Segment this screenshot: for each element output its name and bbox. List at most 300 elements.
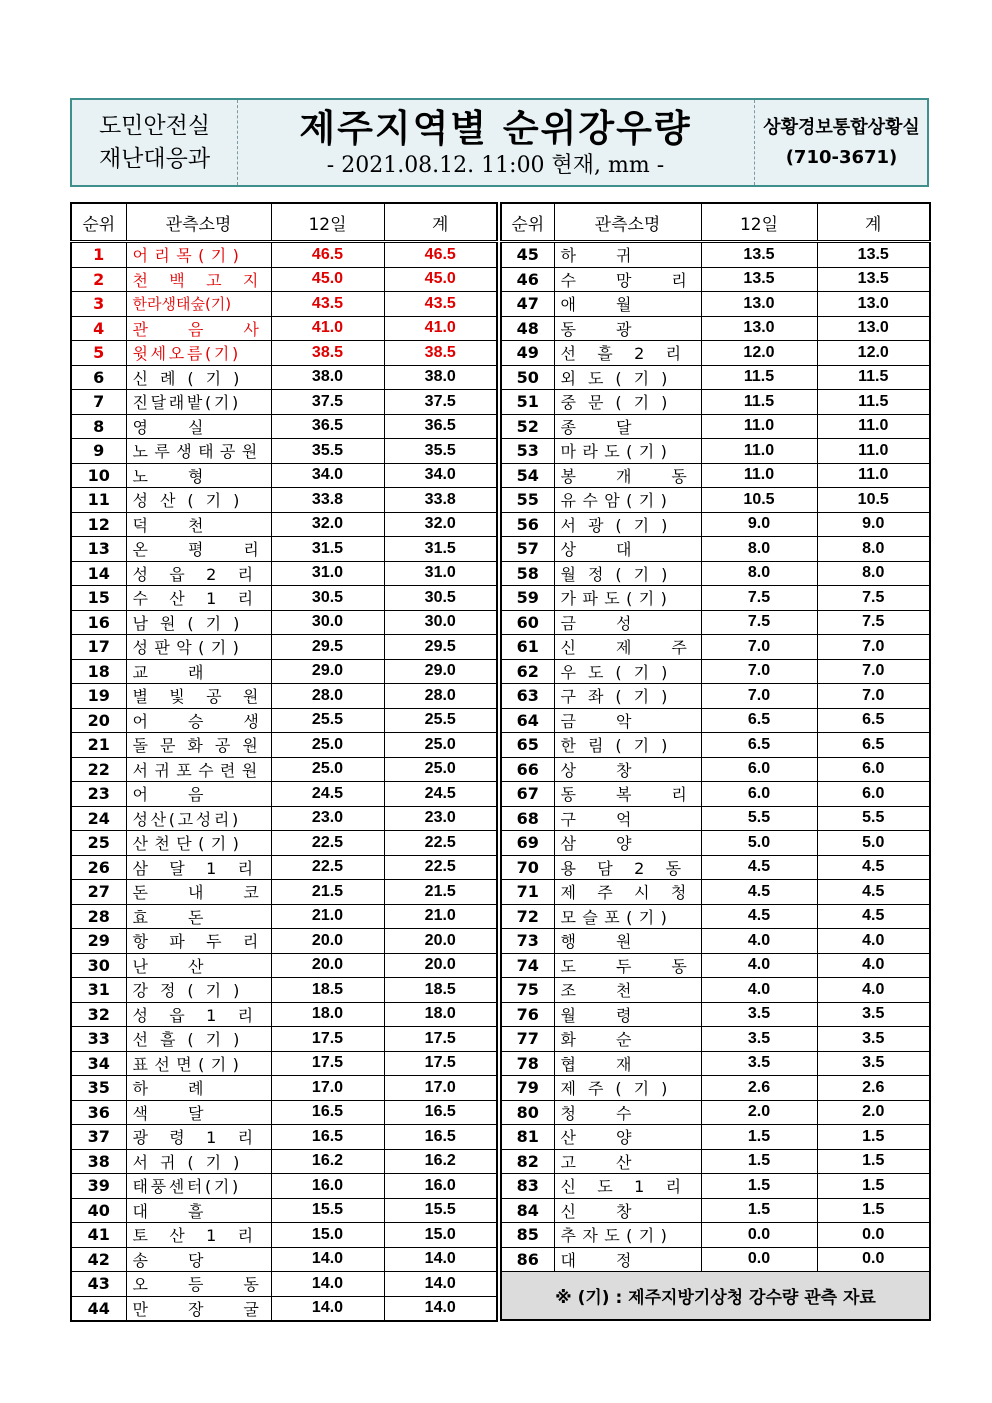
rank-cell: 17 — [71, 635, 126, 660]
table-row — [501, 561, 930, 586]
station-name-cell: 어음 — [126, 782, 271, 807]
station-name-cell: 상대 — [554, 537, 701, 562]
table-row — [501, 414, 930, 439]
day-rainfall-cell: 9.0 — [701, 512, 817, 537]
station-name-cell: 남원(기) — [126, 610, 271, 635]
rank-cell: 62 — [501, 659, 554, 684]
day-rainfall-cell: 30.5 — [271, 586, 384, 611]
total-rainfall-cell: 17.5 — [384, 1027, 497, 1052]
column-header-rank: 순위 — [71, 203, 126, 242]
day-rainfall-cell: 12.0 — [701, 341, 817, 366]
total-rainfall-cell: 18.0 — [384, 1002, 497, 1027]
day-rainfall-cell: 13.0 — [701, 316, 817, 341]
total-rainfall-cell: 17.0 — [384, 1076, 497, 1101]
table-row — [501, 1174, 930, 1199]
day-rainfall-cell: 38.5 — [271, 341, 384, 366]
table-row — [501, 463, 930, 488]
rank-cell: 74 — [501, 953, 554, 978]
table-row — [71, 1002, 497, 1027]
total-rainfall-cell: 4.5 — [817, 904, 930, 929]
rank-cell: 4 — [71, 316, 126, 341]
table-row — [71, 659, 497, 684]
rank-cell: 35 — [71, 1076, 126, 1101]
column-header-day: 12일 — [701, 203, 817, 242]
total-rainfall-cell: 29.0 — [384, 659, 497, 684]
day-rainfall-cell: 7.0 — [701, 635, 817, 660]
table-row — [501, 586, 930, 611]
rank-cell: 79 — [501, 1076, 554, 1101]
rank-cell: 55 — [501, 488, 554, 513]
total-rainfall-cell: 14.0 — [384, 1272, 497, 1297]
day-rainfall-cell: 16.0 — [271, 1174, 384, 1199]
station-name-cell: 외도(기) — [554, 365, 701, 390]
station-name-cell: 성판악(기) — [126, 635, 271, 660]
day-rainfall-cell: 16.5 — [271, 1125, 384, 1150]
rank-cell: 69 — [501, 831, 554, 856]
footnote-row — [501, 1272, 930, 1321]
total-rainfall-cell: 4.0 — [817, 978, 930, 1003]
table-row — [71, 1076, 497, 1101]
day-rainfall-cell: 25.5 — [271, 708, 384, 733]
rank-cell: 26 — [71, 855, 126, 880]
rank-cell: 38 — [71, 1149, 126, 1174]
column-header-rank: 순위 — [501, 203, 554, 242]
station-name-cell: 천백고지 — [126, 267, 271, 292]
rank-cell: 3 — [71, 292, 126, 317]
table-row — [71, 488, 497, 513]
total-rainfall-cell: 3.5 — [817, 1051, 930, 1076]
station-name-cell: 하귀 — [554, 242, 701, 268]
table-row — [71, 267, 497, 292]
total-rainfall-cell: 33.8 — [384, 488, 497, 513]
table-row — [501, 929, 930, 954]
station-name-cell: 신례(기) — [126, 365, 271, 390]
table-row — [501, 1198, 930, 1223]
station-name-cell: 교래 — [126, 659, 271, 684]
total-rainfall-cell: 1.5 — [817, 1174, 930, 1199]
station-name-cell: 고산 — [554, 1149, 701, 1174]
table-row — [501, 1247, 930, 1272]
day-rainfall-cell: 13.5 — [701, 267, 817, 292]
total-rainfall-cell: 22.5 — [384, 831, 497, 856]
rank-cell: 65 — [501, 733, 554, 758]
department-line-1: 도민안전실 — [98, 112, 211, 139]
table-row — [71, 806, 497, 831]
rank-cell: 83 — [501, 1174, 554, 1199]
column-header-total: 계 — [384, 203, 497, 242]
table-row — [71, 1125, 497, 1150]
table-row — [71, 1223, 497, 1248]
rank-cell: 63 — [501, 684, 554, 709]
rank-cell: 30 — [71, 953, 126, 978]
column-header-day: 12일 — [271, 203, 384, 242]
table-row — [501, 341, 930, 366]
table-row — [501, 1002, 930, 1027]
table-row — [71, 463, 497, 488]
day-rainfall-cell: 8.0 — [701, 537, 817, 562]
rank-cell: 25 — [71, 831, 126, 856]
rank-cell: 73 — [501, 929, 554, 954]
rank-cell: 19 — [71, 684, 126, 709]
station-name-cell: 금악 — [554, 708, 701, 733]
page-subtitle: - 2021.08.12. 11:00 현재, mm - — [326, 153, 665, 178]
day-rainfall-cell: 0.0 — [701, 1223, 817, 1248]
total-rainfall-cell: 16.2 — [384, 1149, 497, 1174]
total-rainfall-cell: 15.5 — [384, 1198, 497, 1223]
station-name-cell: 서광(기) — [554, 512, 701, 537]
day-rainfall-cell: 43.5 — [271, 292, 384, 317]
station-name-cell: 한라생태숲(기) — [126, 292, 271, 317]
day-rainfall-cell: 16.5 — [271, 1100, 384, 1125]
day-rainfall-cell: 7.0 — [701, 684, 817, 709]
day-rainfall-cell: 2.0 — [701, 1100, 817, 1125]
rank-cell: 52 — [501, 414, 554, 439]
table-row — [71, 365, 497, 390]
day-rainfall-cell: 46.5 — [271, 242, 384, 268]
total-rainfall-cell: 6.5 — [817, 733, 930, 758]
station-name-cell: 산양 — [554, 1125, 701, 1150]
station-name-cell: 도두동 — [554, 953, 701, 978]
station-name-cell: 선흘2리 — [554, 341, 701, 366]
table-row — [501, 635, 930, 660]
rank-cell: 53 — [501, 439, 554, 464]
total-rainfall-cell: 23.0 — [384, 806, 497, 831]
station-name-cell: 영실 — [126, 414, 271, 439]
total-rainfall-cell: 1.5 — [817, 1149, 930, 1174]
day-rainfall-cell: 14.0 — [271, 1272, 384, 1297]
station-name-cell: 온평리 — [126, 537, 271, 562]
station-name-cell: 제주(기) — [554, 1076, 701, 1101]
table-row — [501, 1223, 930, 1248]
rank-cell: 70 — [501, 855, 554, 880]
rank-cell: 36 — [71, 1100, 126, 1125]
total-rainfall-cell: 11.5 — [817, 390, 930, 415]
total-rainfall-cell: 3.5 — [817, 1002, 930, 1027]
rank-cell: 43 — [71, 1272, 126, 1297]
total-rainfall-cell: 22.5 — [384, 855, 497, 880]
office-phone: (710-3671) — [785, 146, 898, 168]
rank-cell: 11 — [71, 488, 126, 513]
station-name-cell: 노루생태공원 — [126, 439, 271, 464]
rank-cell: 15 — [71, 586, 126, 611]
day-rainfall-cell: 18.5 — [271, 978, 384, 1003]
total-rainfall-cell: 4.0 — [817, 953, 930, 978]
day-rainfall-cell: 15.5 — [271, 1198, 384, 1223]
department-box — [72, 100, 238, 185]
day-rainfall-cell: 31.0 — [271, 561, 384, 586]
rank-cell: 27 — [71, 880, 126, 905]
table-row — [71, 953, 497, 978]
total-rainfall-cell: 12.0 — [817, 341, 930, 366]
total-rainfall-cell: 4.5 — [817, 880, 930, 905]
day-rainfall-cell: 32.0 — [271, 512, 384, 537]
day-rainfall-cell: 23.0 — [271, 806, 384, 831]
rank-cell: 18 — [71, 659, 126, 684]
table-row — [501, 733, 930, 758]
table-row — [71, 757, 497, 782]
table-row — [501, 316, 930, 341]
total-rainfall-cell: 13.5 — [817, 267, 930, 292]
department-line-2: 재난대응과 — [98, 145, 211, 172]
total-rainfall-cell: 11.0 — [817, 463, 930, 488]
station-name-cell: 서귀포수련원 — [126, 757, 271, 782]
total-rainfall-cell: 34.0 — [384, 463, 497, 488]
day-rainfall-cell: 18.0 — [271, 1002, 384, 1027]
table-row — [71, 831, 497, 856]
rank-cell: 76 — [501, 1002, 554, 1027]
total-rainfall-cell: 7.0 — [817, 659, 930, 684]
station-name-cell: 성읍1리 — [126, 1002, 271, 1027]
station-name-cell: 구억 — [554, 806, 701, 831]
table-row — [71, 733, 497, 758]
rainfall-table-left — [70, 202, 498, 1322]
total-rainfall-cell: 16.5 — [384, 1125, 497, 1150]
rank-cell: 44 — [71, 1296, 126, 1321]
table-row — [71, 537, 497, 562]
rank-cell: 78 — [501, 1051, 554, 1076]
table-row — [71, 561, 497, 586]
rank-cell: 12 — [71, 512, 126, 537]
day-rainfall-cell: 17.0 — [271, 1076, 384, 1101]
column-header-station: 관측소명 — [554, 203, 701, 242]
day-rainfall-cell: 4.0 — [701, 929, 817, 954]
day-rainfall-cell: 6.0 — [701, 757, 817, 782]
total-rainfall-cell: 21.5 — [384, 880, 497, 905]
rank-cell: 71 — [501, 880, 554, 905]
station-name-cell: 항파두리 — [126, 929, 271, 954]
day-rainfall-cell: 35.5 — [271, 439, 384, 464]
day-rainfall-cell: 4.0 — [701, 953, 817, 978]
total-rainfall-cell: 46.5 — [384, 242, 497, 268]
rank-cell: 41 — [71, 1223, 126, 1248]
day-rainfall-cell: 21.5 — [271, 880, 384, 905]
total-rainfall-cell: 24.5 — [384, 782, 497, 807]
total-rainfall-cell: 2.0 — [817, 1100, 930, 1125]
total-rainfall-cell: 11.5 — [817, 365, 930, 390]
station-name-cell: 태풍센터(기) — [126, 1174, 271, 1199]
station-name-cell: 상창 — [554, 757, 701, 782]
rank-cell: 16 — [71, 610, 126, 635]
day-rainfall-cell: 11.5 — [701, 365, 817, 390]
day-rainfall-cell: 4.5 — [701, 855, 817, 880]
day-rainfall-cell: 3.5 — [701, 1027, 817, 1052]
station-name-cell: 신도1리 — [554, 1174, 701, 1199]
total-rainfall-cell: 21.0 — [384, 904, 497, 929]
table-row — [71, 929, 497, 954]
day-rainfall-cell: 3.5 — [701, 1002, 817, 1027]
station-name-cell: 용담2동 — [554, 855, 701, 880]
station-name-cell: 돈내코 — [126, 880, 271, 905]
station-name-cell: 신제주 — [554, 635, 701, 660]
table-row — [501, 904, 930, 929]
table-row — [501, 267, 930, 292]
total-rainfall-cell: 3.5 — [817, 1027, 930, 1052]
rank-cell: 21 — [71, 733, 126, 758]
rank-cell: 82 — [501, 1149, 554, 1174]
day-rainfall-cell: 3.5 — [701, 1051, 817, 1076]
table-row — [501, 292, 930, 317]
station-name-cell: 삼양 — [554, 831, 701, 856]
rank-cell: 59 — [501, 586, 554, 611]
table-row — [71, 1027, 497, 1052]
rank-cell: 81 — [501, 1125, 554, 1150]
station-name-cell: 색달 — [126, 1100, 271, 1125]
station-name-cell: 어리목(기) — [126, 242, 271, 268]
day-rainfall-cell: 4.5 — [701, 904, 817, 929]
station-name-cell: 가파도(기) — [554, 586, 701, 611]
station-name-cell: 대흘 — [126, 1198, 271, 1223]
day-rainfall-cell: 25.0 — [271, 757, 384, 782]
station-name-cell: 송당 — [126, 1247, 271, 1272]
station-name-cell: 협재 — [554, 1051, 701, 1076]
table-row — [71, 635, 497, 660]
rank-cell: 77 — [501, 1027, 554, 1052]
station-name-cell: 어승생 — [126, 708, 271, 733]
table-row — [71, 1149, 497, 1174]
day-rainfall-cell: 31.5 — [271, 537, 384, 562]
rank-cell: 5 — [71, 341, 126, 366]
table-row — [71, 242, 497, 268]
table-row — [71, 586, 497, 611]
day-rainfall-cell: 6.5 — [701, 733, 817, 758]
rank-cell: 85 — [501, 1223, 554, 1248]
rank-cell: 2 — [71, 267, 126, 292]
day-rainfall-cell: 1.5 — [701, 1125, 817, 1150]
day-rainfall-cell: 45.0 — [271, 267, 384, 292]
day-rainfall-cell: 22.5 — [271, 831, 384, 856]
total-rainfall-cell: 25.0 — [384, 757, 497, 782]
day-rainfall-cell: 4.5 — [701, 880, 817, 905]
rank-cell: 29 — [71, 929, 126, 954]
table-row — [71, 855, 497, 880]
total-rainfall-cell: 25.0 — [384, 733, 497, 758]
total-rainfall-cell: 18.5 — [384, 978, 497, 1003]
station-name-cell: 신창 — [554, 1198, 701, 1223]
table-row — [71, 978, 497, 1003]
total-rainfall-cell: 16.0 — [384, 1174, 497, 1199]
total-rainfall-cell: 43.5 — [384, 292, 497, 317]
rank-cell: 33 — [71, 1027, 126, 1052]
table-header-row — [71, 203, 497, 242]
day-rainfall-cell: 36.5 — [271, 414, 384, 439]
table-row — [501, 880, 930, 905]
rank-cell: 13 — [71, 537, 126, 562]
table-row — [501, 684, 930, 709]
station-name-cell: 추자도(기) — [554, 1223, 701, 1248]
station-name-cell: 행원 — [554, 929, 701, 954]
table-row — [71, 610, 497, 635]
rank-cell: 72 — [501, 904, 554, 929]
station-name-cell: 토산1리 — [126, 1223, 271, 1248]
day-rainfall-cell: 2.6 — [701, 1076, 817, 1101]
table-row — [501, 757, 930, 782]
total-rainfall-cell: 13.0 — [817, 316, 930, 341]
table-row — [501, 782, 930, 807]
table-header-row — [501, 203, 930, 242]
table-row — [501, 708, 930, 733]
station-name-cell: 제주시청 — [554, 880, 701, 905]
day-rainfall-cell: 20.0 — [271, 953, 384, 978]
total-rainfall-cell: 6.0 — [817, 782, 930, 807]
total-rainfall-cell: 15.0 — [384, 1223, 497, 1248]
table-row — [71, 708, 497, 733]
station-name-cell: 금성 — [554, 610, 701, 635]
day-rainfall-cell: 13.0 — [701, 292, 817, 317]
rank-cell: 75 — [501, 978, 554, 1003]
station-name-cell: 덕천 — [126, 512, 271, 537]
station-name-cell: 모슬포(기) — [554, 904, 701, 929]
total-rainfall-cell: 13.0 — [817, 292, 930, 317]
day-rainfall-cell: 33.8 — [271, 488, 384, 513]
day-rainfall-cell: 38.0 — [271, 365, 384, 390]
station-name-cell: 서귀(기) — [126, 1149, 271, 1174]
rank-cell: 20 — [71, 708, 126, 733]
total-rainfall-cell: 14.0 — [384, 1247, 497, 1272]
day-rainfall-cell: 6.5 — [701, 708, 817, 733]
rank-cell: 32 — [71, 1002, 126, 1027]
table-row — [501, 1051, 930, 1076]
station-name-cell: 진달래밭(기) — [126, 390, 271, 415]
rank-cell: 66 — [501, 757, 554, 782]
rank-cell: 61 — [501, 635, 554, 660]
rank-cell: 23 — [71, 782, 126, 807]
table-row — [71, 1296, 497, 1321]
total-rainfall-cell: 41.0 — [384, 316, 497, 341]
table-row — [71, 512, 497, 537]
day-rainfall-cell: 34.0 — [271, 463, 384, 488]
day-rainfall-cell: 0.0 — [701, 1247, 817, 1272]
station-name-cell: 청수 — [554, 1100, 701, 1125]
rank-cell: 22 — [71, 757, 126, 782]
table-row — [501, 659, 930, 684]
day-rainfall-cell: 8.0 — [701, 561, 817, 586]
station-name-cell: 광령1리 — [126, 1125, 271, 1150]
table-row — [501, 1076, 930, 1101]
station-name-cell: 산천단(기) — [126, 831, 271, 856]
day-rainfall-cell: 7.0 — [701, 659, 817, 684]
day-rainfall-cell: 11.0 — [701, 414, 817, 439]
station-name-cell: 애월 — [554, 292, 701, 317]
total-rainfall-cell: 38.5 — [384, 341, 497, 366]
day-rainfall-cell: 37.5 — [271, 390, 384, 415]
total-rainfall-cell: 36.5 — [384, 414, 497, 439]
table-body-right — [501, 242, 930, 1272]
day-rainfall-cell: 14.0 — [271, 1296, 384, 1321]
day-rainfall-cell: 25.0 — [271, 733, 384, 758]
total-rainfall-cell: 4.0 — [817, 929, 930, 954]
total-rainfall-cell: 11.0 — [817, 439, 930, 464]
station-name-cell: 수망리 — [554, 267, 701, 292]
rank-cell: 28 — [71, 904, 126, 929]
rainfall-table-right — [500, 202, 931, 1321]
total-rainfall-cell: 14.0 — [384, 1296, 497, 1321]
rank-cell: 10 — [71, 463, 126, 488]
day-rainfall-cell: 11.0 — [701, 439, 817, 464]
table-row — [501, 855, 930, 880]
rank-cell: 57 — [501, 537, 554, 562]
station-name-cell: 유수암(기) — [554, 488, 701, 513]
total-rainfall-cell: 35.5 — [384, 439, 497, 464]
day-rainfall-cell: 24.5 — [271, 782, 384, 807]
rank-cell: 45 — [501, 242, 554, 268]
rank-cell: 34 — [71, 1051, 126, 1076]
station-name-cell: 효돈 — [126, 904, 271, 929]
table-row — [71, 1051, 497, 1076]
rank-cell: 80 — [501, 1100, 554, 1125]
day-rainfall-cell: 17.5 — [271, 1027, 384, 1052]
table-row — [71, 341, 497, 366]
day-rainfall-cell: 5.5 — [701, 806, 817, 831]
